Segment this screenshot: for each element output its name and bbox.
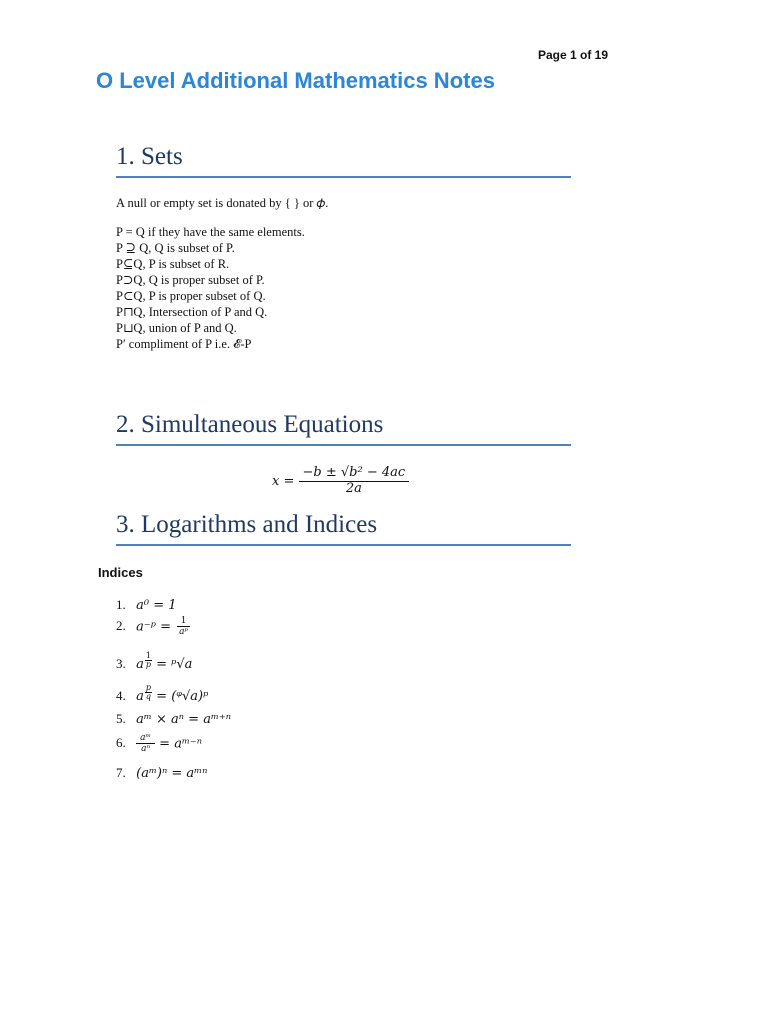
exponent-numerator: 1 bbox=[145, 651, 151, 660]
sets-line-equal: P = Q if they have the same elements. bbox=[116, 225, 305, 239]
index-rule-number: 3. bbox=[116, 656, 126, 671]
sets-line-complement: P′ compliment of P i.e. 𝓔-P bbox=[116, 337, 252, 351]
sets-line-intersection: P⊓Q, Intersection of P and Q. bbox=[116, 305, 268, 319]
section-heading-simultaneous-equations: 2. Simultaneous Equations bbox=[116, 411, 571, 446]
fraction-denominator: aᵖ bbox=[179, 627, 189, 638]
exponent-numerator: p bbox=[145, 683, 152, 692]
fractional-exponent bbox=[145, 652, 152, 669]
index-rule-fraction bbox=[136, 733, 155, 755]
index-rule-number: 6. bbox=[116, 735, 126, 751]
sets-line-superset: P ⊇ Q, Q is subset of P. bbox=[116, 241, 235, 255]
index-rule-3 bbox=[116, 652, 192, 674]
fractional-exponent bbox=[145, 684, 152, 701]
subheading-indices: Indices bbox=[98, 565, 143, 580]
index-rule-number: 5. bbox=[116, 711, 126, 726]
index-rule-number: 1. bbox=[116, 597, 126, 612]
index-rule-5 bbox=[116, 710, 231, 729]
index-rule-4 bbox=[116, 684, 208, 706]
index-rule-6 bbox=[116, 733, 202, 755]
index-rule-number: 4. bbox=[116, 688, 126, 703]
index-rule-rhs: = ᵖ√a bbox=[156, 657, 193, 672]
exponent-denominator: q bbox=[145, 692, 152, 701]
section-heading-logarithms-indices: 3. Logarithms and Indices bbox=[116, 511, 571, 546]
index-rule-rhs: = (ᵠ√a)ᵖ bbox=[156, 689, 209, 704]
index-rule-1 bbox=[116, 596, 177, 615]
index-rule-expression: a⁰ = 1 bbox=[136, 598, 177, 613]
quadratic-formula bbox=[272, 466, 409, 497]
exponent-denominator: p bbox=[145, 660, 152, 669]
index-rule-2 bbox=[116, 616, 192, 638]
document-title: O Level Additional Mathematics Notes bbox=[96, 68, 495, 93]
index-rule-number: 2. bbox=[116, 618, 126, 634]
index-rule-rhs: = aᵐ⁻ⁿ bbox=[159, 736, 203, 752]
formula-denominator: 2a bbox=[345, 480, 362, 496]
sets-line-proper-superset: P⊃Q, Q is proper subset of P. bbox=[116, 273, 265, 287]
sets-line-null-set: A null or empty set is donated by { } or 𝜙. bbox=[116, 196, 329, 210]
formula-lhs: x = bbox=[272, 473, 295, 489]
index-rule-expression: (aᵐ)ⁿ = aᵐⁿ bbox=[136, 766, 208, 781]
index-rule-base: a bbox=[136, 657, 144, 672]
formula-fraction bbox=[299, 466, 410, 497]
fraction-denominator: aⁿ bbox=[141, 744, 151, 755]
index-rule-expression: aᵐ × aⁿ = aᵐ⁺ⁿ bbox=[136, 712, 232, 727]
index-rule-7 bbox=[116, 764, 207, 783]
fraction-numerator: aᵐ bbox=[136, 733, 155, 744]
index-rule-fraction bbox=[175, 616, 192, 638]
index-rule-number: 7. bbox=[116, 765, 126, 780]
sets-line-proper-subset: P⊂Q, P is proper subset of Q. bbox=[116, 289, 266, 303]
section-heading-sets: 1. Sets bbox=[116, 143, 571, 178]
index-rule-lhs: a⁻ᵖ = bbox=[136, 619, 171, 635]
sets-line-subset: P⊆Q, P is subset of R. bbox=[116, 257, 230, 271]
page-number: Page 1 of 19 bbox=[538, 48, 609, 62]
index-rule-base: a bbox=[136, 689, 144, 704]
formula-numerator: −b ± √b² − 4ac bbox=[299, 466, 410, 482]
sets-line-union: P⊔Q, union of P and Q. bbox=[116, 321, 237, 335]
fraction-numerator: 1 bbox=[177, 616, 191, 627]
